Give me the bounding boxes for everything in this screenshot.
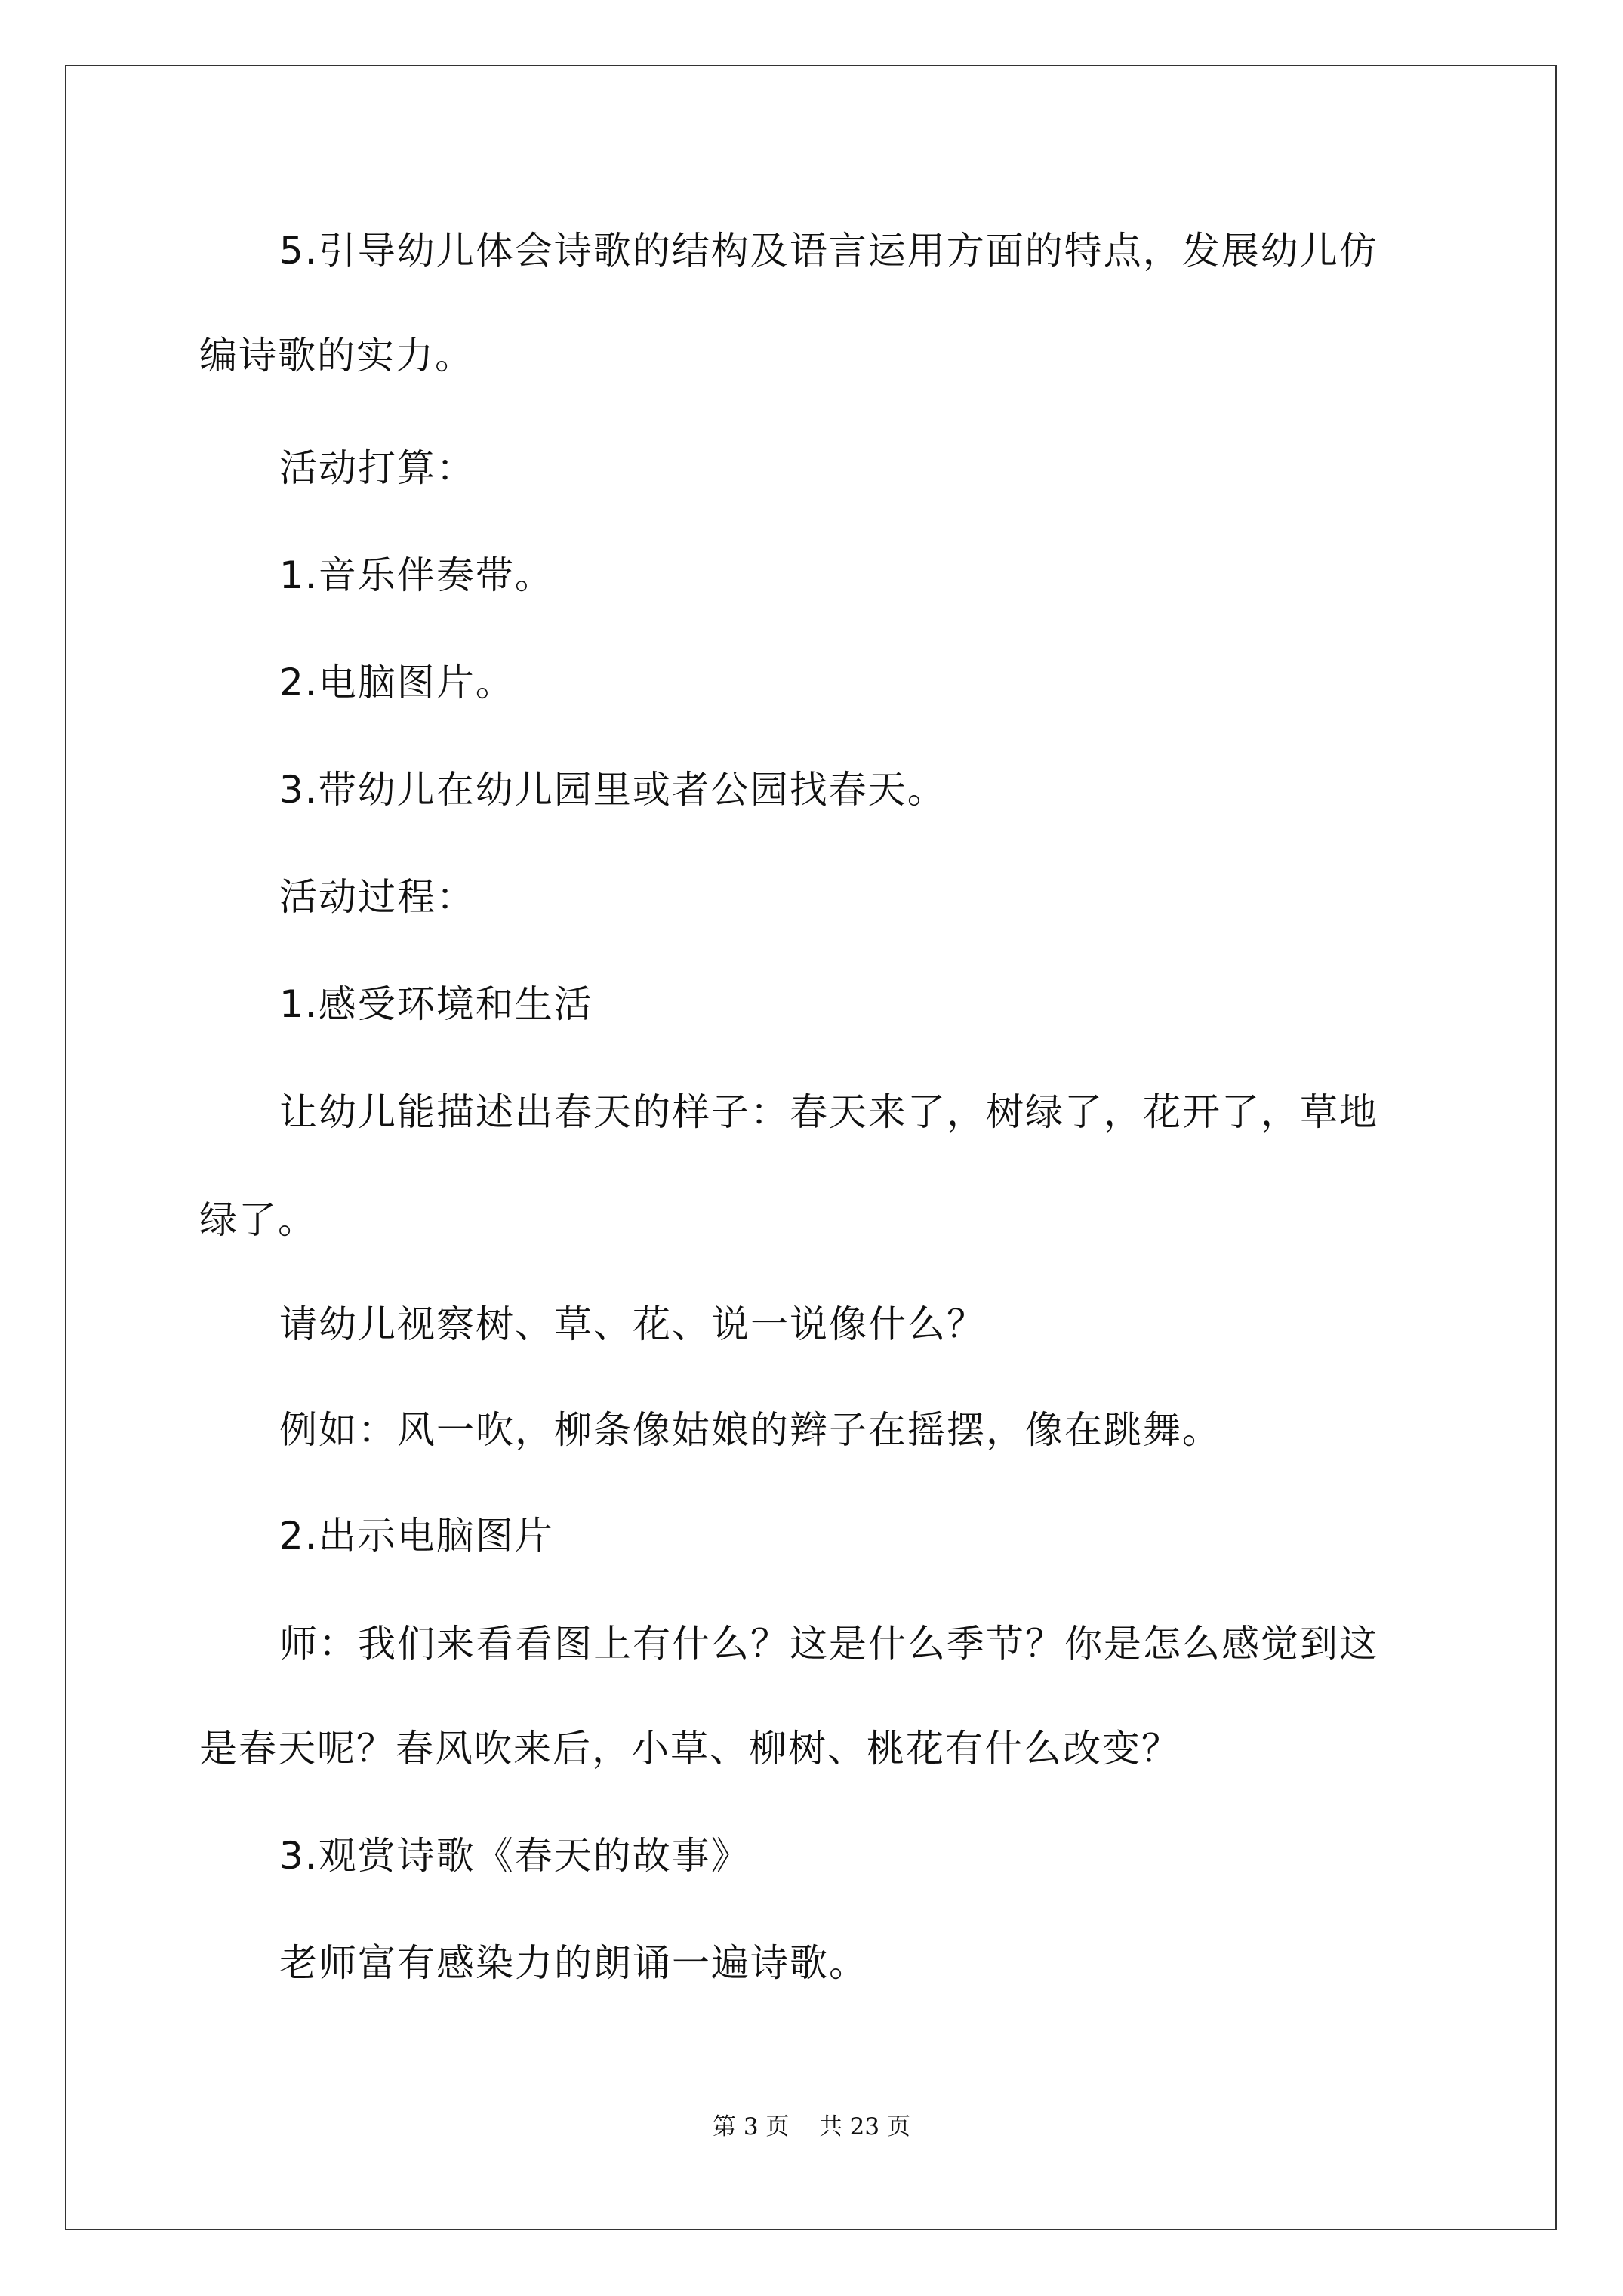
paragraph-line: 让幼儿能描述出春天的样子：春天来了，树绿了，花开了，草地 bbox=[279, 1090, 1378, 1134]
paragraph-line: 3.观赏诗歌《春天的故事》 bbox=[279, 1834, 750, 1878]
paragraph-line: 请幼儿视察树、草、花、说一说像什么？ bbox=[279, 1302, 986, 1346]
paragraph-line: 1.感受环境和生活 bbox=[279, 982, 593, 1026]
paragraph-line: 5.引导幼儿体会诗歌的结构及语言运用方面的特点，发展幼儿仿 bbox=[279, 229, 1378, 273]
paragraph-line: 绿了。 bbox=[199, 1198, 317, 1242]
paragraph-line: 1.音乐伴奏带。 bbox=[279, 553, 554, 597]
paragraph-line: 3.带幼儿在幼儿园里或者公园找春天。 bbox=[279, 768, 947, 812]
paragraph-line: 是春天呢？春风吹来后，小草、柳树、桃花有什么改变？ bbox=[199, 1727, 1181, 1771]
paragraph-line: 例如：风一吹，柳条像姑娘的辫子在摇摆，像在跳舞。 bbox=[279, 1408, 1221, 1452]
paragraph-line: 2.电脑图片。 bbox=[279, 661, 515, 704]
paragraph-line: 活动打算： bbox=[279, 446, 476, 490]
page-number-footer: 第 3 页 共 23 页 bbox=[712, 2113, 910, 2140]
paragraph-line: 师：我们来看看图上有什么？这是什么季节？你是怎么感觉到这 bbox=[279, 1622, 1378, 1666]
paragraph-line: 活动过程： bbox=[279, 875, 476, 919]
paragraph-line: 编诗歌的实力。 bbox=[199, 334, 474, 378]
paragraph-line: 2.出示电脑图片 bbox=[279, 1514, 554, 1558]
page-border bbox=[65, 65, 1557, 2230]
paragraph-line: 老师富有感染力的朗诵一遍诗歌。 bbox=[279, 1941, 868, 1985]
